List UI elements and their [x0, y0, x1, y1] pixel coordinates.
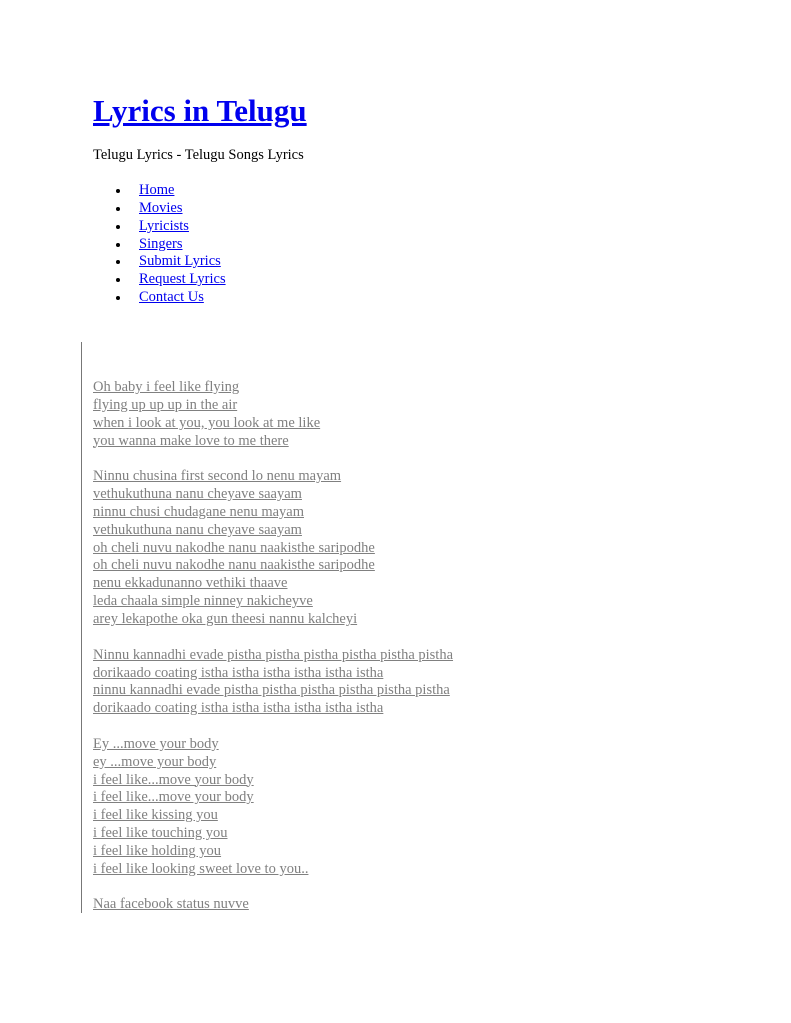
- lyric-line[interactable]: dorikaado coating istha istha istha istha istha istha: [93, 700, 384, 717]
- lyrics-stanza: [93, 647, 453, 718]
- lyric-line[interactable]: you wanna make love to me there: [93, 432, 289, 449]
- site-tagline: Telugu Lyrics - Telugu Songs Lyrics: [93, 147, 304, 163]
- main-nav: [93, 182, 226, 307]
- site-title-link[interactable]: Lyrics in Telugu: [93, 93, 307, 128]
- lyrics-stanza: [93, 896, 453, 914]
- lyrics-stanza: [93, 379, 453, 450]
- lyric-line[interactable]: ninnu chusi chudagane nenu mayam: [93, 503, 304, 520]
- stanza-spacer: [93, 629, 453, 647]
- nav-link-singers[interactable]: Singers: [139, 235, 183, 252]
- lyric-line[interactable]: Naa facebook status nuvve: [93, 896, 249, 913]
- lyrics-stanza: [93, 468, 453, 629]
- nav-item-movies: [139, 200, 226, 218]
- nav-item-contact-us: [139, 289, 226, 307]
- lyric-line[interactable]: i feel like...move your body: [93, 771, 254, 788]
- lyric-line[interactable]: Ey ...move your body: [93, 735, 219, 752]
- lyric-line[interactable]: vethukuthuna nanu cheyave saayam: [93, 521, 302, 538]
- lyric-line[interactable]: ey ...move your body: [93, 753, 217, 770]
- blockquote-rule: [81, 342, 82, 913]
- stanza-spacer: [93, 718, 453, 736]
- nav-item-singers: [139, 236, 226, 254]
- lyric-line[interactable]: oh cheli nuvu nakodhe nanu naakisthe saripodhe: [93, 557, 375, 574]
- lyric-line[interactable]: i feel like kissing you: [93, 807, 218, 824]
- lyric-line[interactable]: when i look at you, you look at me like: [93, 414, 321, 431]
- lyric-line[interactable]: oh cheli nuvu nakodhe nanu naakisthe saripodhe: [93, 539, 375, 556]
- lyric-line[interactable]: arey lekapothe oka gun theesi nannu kalcheyi: [93, 610, 358, 627]
- lyric-line[interactable]: i feel like looking sweet love to you..: [93, 860, 309, 877]
- lyric-line[interactable]: dorikaado coating istha istha istha istha istha istha: [93, 664, 384, 681]
- nav-link-movies[interactable]: Movies: [139, 199, 183, 216]
- stanza-spacer: [93, 879, 453, 897]
- lyric-line[interactable]: Oh baby i feel like flying: [93, 379, 240, 395]
- lyric-line[interactable]: leda chaala simple ninney nakicheyve: [93, 593, 313, 610]
- nav-link-home[interactable]: Home: [139, 182, 175, 198]
- nav-item-request-lyrics: [139, 271, 226, 289]
- nav-item-home: [139, 182, 226, 200]
- nav-link-submit-lyrics[interactable]: Submit Lyrics: [139, 253, 221, 270]
- lyric-line[interactable]: i feel like...move your body: [93, 789, 254, 806]
- lyrics-stanza: [93, 736, 453, 879]
- lyric-line[interactable]: vethukuthuna nanu cheyave saayam: [93, 486, 302, 503]
- lyric-line[interactable]: Ninnu chusina first second lo nenu mayam: [93, 468, 342, 485]
- lyric-line[interactable]: ninnu kannadhi evade pistha pistha pistha pistha pistha pistha: [93, 682, 450, 699]
- lyrics-block: [93, 379, 453, 914]
- lyric-line[interactable]: i feel like touching you: [93, 825, 228, 842]
- nav-link-request-lyrics[interactable]: Request Lyrics: [139, 271, 226, 288]
- nav-link-lyricists[interactable]: Lyricists: [139, 217, 189, 234]
- site-title: [93, 92, 307, 130]
- lyric-line[interactable]: Ninnu kannadhi evade pistha pistha pistha pistha pistha pistha: [93, 646, 454, 663]
- lyric-line[interactable]: i feel like holding you: [93, 842, 222, 859]
- nav-item-lyricists: [139, 218, 226, 236]
- nav-item-submit-lyrics: [139, 253, 226, 271]
- lyric-line[interactable]: flying up up up in the air: [93, 396, 238, 413]
- lyric-line[interactable]: nenu ekkadunanno vethiki thaave: [93, 575, 288, 592]
- nav-link-contact-us[interactable]: Contact Us: [139, 289, 204, 306]
- stanza-spacer: [93, 450, 453, 468]
